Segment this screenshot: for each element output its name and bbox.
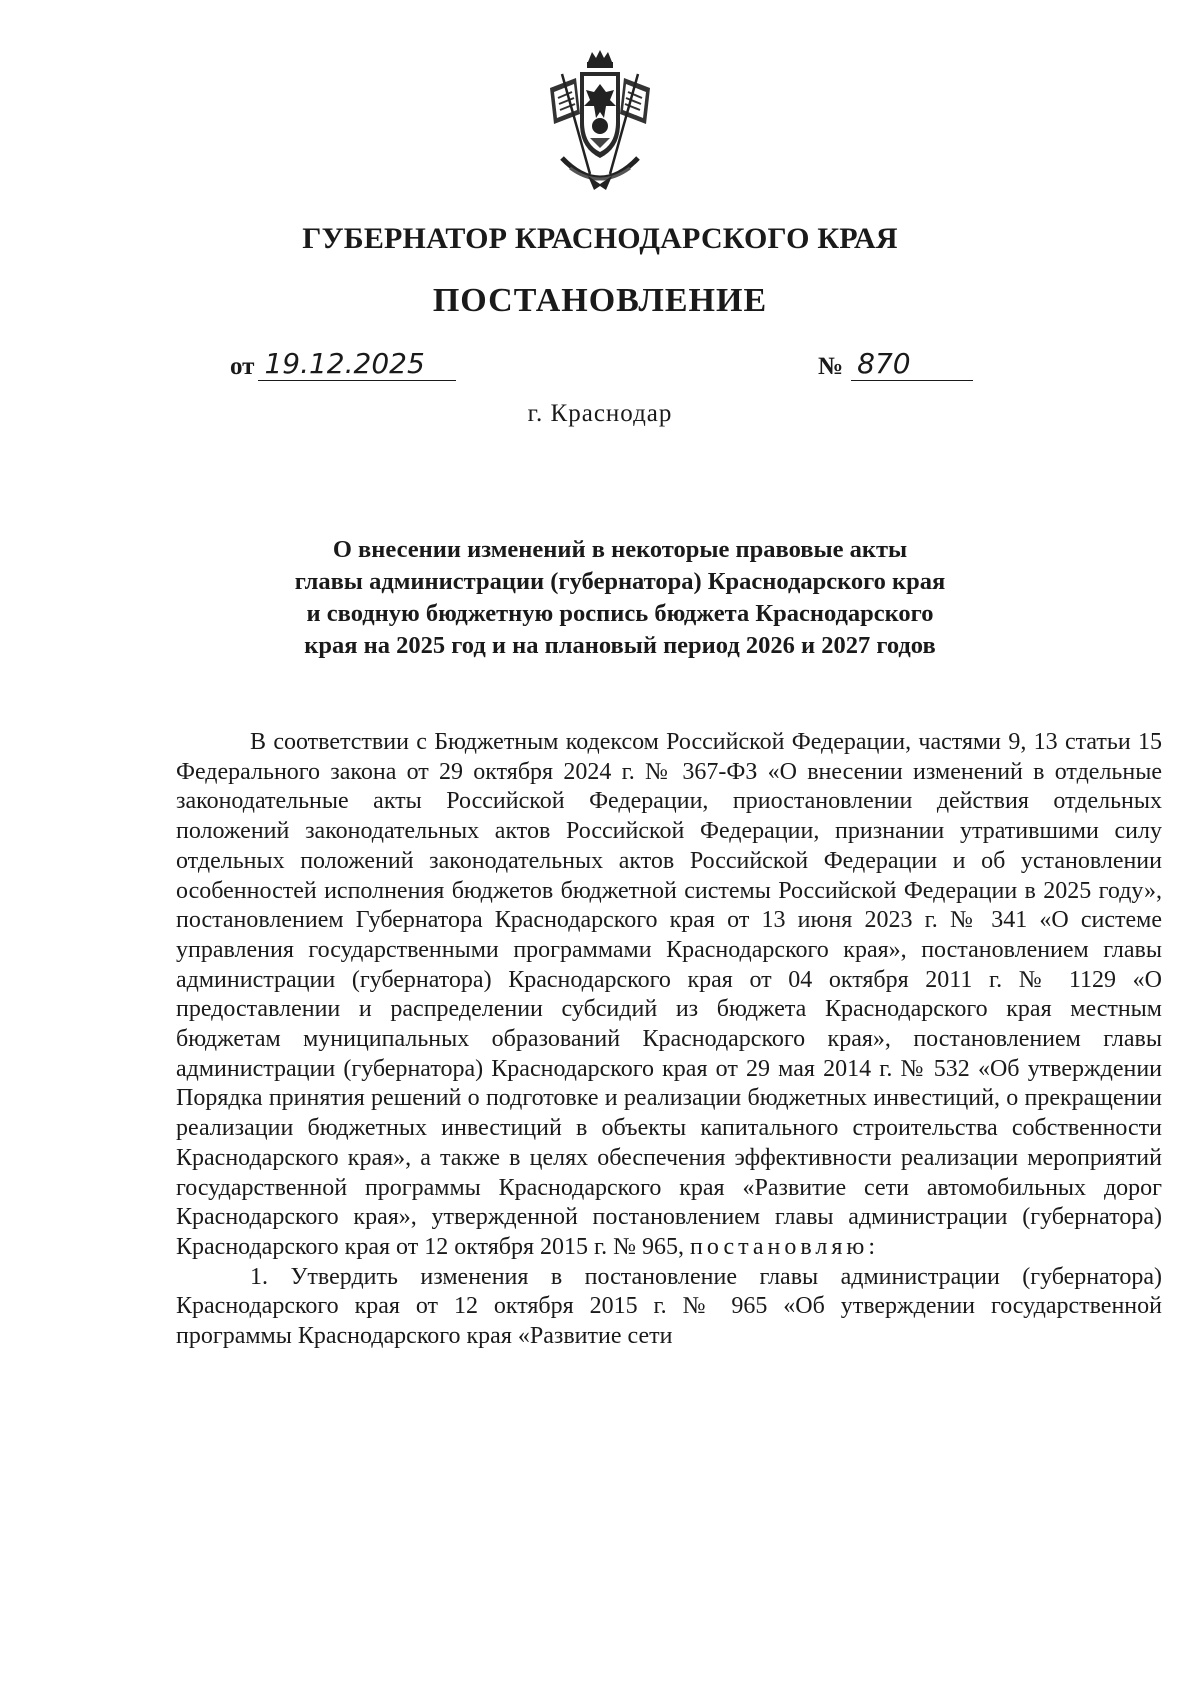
title-line: края на 2025 год и на плановый период 2026 и 2027 годов — [304, 632, 936, 659]
number-label: № — [818, 353, 844, 380]
title-line: О внесении изменений в некоторые правовые акты — [332, 536, 908, 563]
date-label: от — [230, 353, 255, 380]
title-line: главы администрации (губернатора) Краснодарского края — [294, 568, 946, 595]
issuing-authority: ГУБЕРНАТОР КРАСНОДАРСКОГО КРАЯ — [302, 222, 898, 255]
document-title — [250, 534, 990, 662]
city: г. Краснодар — [527, 400, 673, 427]
document-body — [176, 728, 1162, 1352]
date-value: 19.12.2025 — [258, 350, 456, 381]
item-1-paragraph: 1. Утвердить изменения в постановление главы администрации (губернатора) Краснодарского края от 12 октября 2015 г. № 965 «Об утверждении государственной программы Краснодарского края «Развитие сети — [176, 1263, 1162, 1350]
preamble-text: В соответствии с Бюджетным кодексом Российской Федерации, частями 9, 13 статьи 15 Федерального закона от 29 октября 2024 г. № 367-ФЗ «О внесении изменений в отдельные законодательные акты Российской Федерации, приостановлении действия отдельных положений законодательных актов Российской Федерации, признании утратившими силу отдельных положений законодательных актов Российской Федерации и об установлении особенностей исполнения бюджетов бюджетной системы Российской Федерации в 2025 году», постановлением Губернатора Краснодарского края от 13 июня 2023 г. № 341 «О системе управления государственными программами Краснодарского края», постановлением главы администрации (губернатора) Краснодарского края от 04 октября 2011 г. № 1129 «О предоставлении и распределении субсидий из бюджета Краснодарского края местным бюджетам муниципальных образований Краснодарского края», постановлением главы администрации (губернатора) Краснодарского края от 29 мая 2014 г. № 532 «Об утверждении Порядка принятия решений о подготовке и реализации бюджетных инвестиций, о прекращении реализации бюджетных инвестиций в объекты капитального строительства собственности Краснодарского края», а также в целях обеспечения эффективности реализации мероприятий государственной программы Краснодарского края «Развитие сети автомобильных дорог Краснодарского края», утвержденной постановлением главы администрации (губернатора) Краснодарского края от 12 октября 2015 г. № 965, — [176, 729, 1162, 1260]
krasnodar-coat-of-arms-icon — [540, 48, 660, 194]
document-type: ПОСТАНОВЛЕНИЕ — [432, 282, 768, 319]
preamble-paragraph — [176, 728, 1162, 1263]
number-line — [818, 347, 973, 381]
title-line: и сводную бюджетную роспись бюджета Краснодарского — [306, 600, 934, 627]
decree-word: постановляю: — [690, 1233, 880, 1260]
number-value: 870 — [851, 350, 973, 381]
date-line — [230, 347, 456, 381]
